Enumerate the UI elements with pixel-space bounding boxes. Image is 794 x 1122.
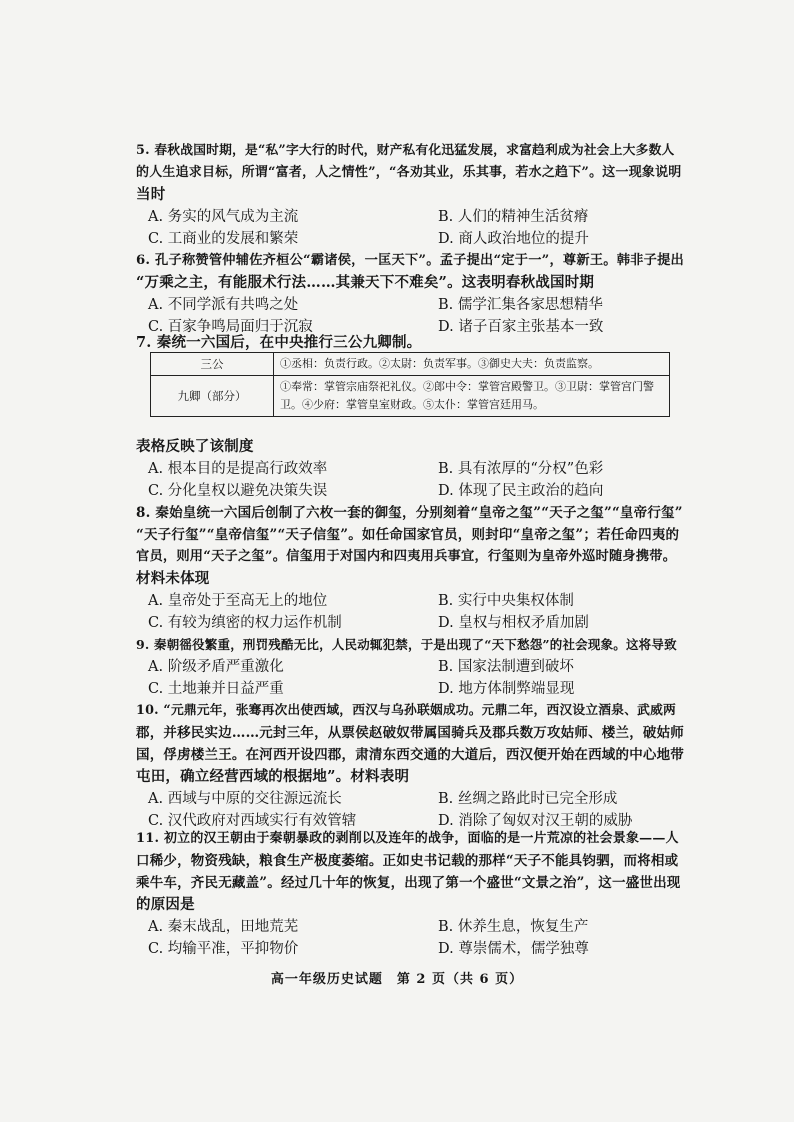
table-row xyxy=(151,353,670,376)
option-d[interactable]: D. 尊崇儒术，儒学独尊 xyxy=(438,941,589,957)
option-a[interactable]: A. 皇帝处于至高无上的地位 xyxy=(148,593,328,609)
question-10-line-1: 10. “元鼎元年，张骞再次出使西域，西汉与乌孙联姻成功。元鼎二年，西汉设立酒泉、武威两 xyxy=(136,703,677,718)
question-5-options xyxy=(136,206,684,250)
option-b[interactable]: B. 休养生息，恢复生产 xyxy=(438,919,589,935)
option-b[interactable]: B. 具有浓厚的“分权”色彩 xyxy=(438,461,604,477)
question-11-line-1: 11. 初立的汉王朝由于秦朝暴政的剥削以及连年的战争，面临的是一片荒凉的社会景象——人 xyxy=(136,831,679,846)
option-c[interactable]: C. 百家争鸣局面归于沉寂 xyxy=(148,319,313,335)
option-b[interactable]: B. 实行中央集权体制 xyxy=(438,593,574,609)
question-10-options xyxy=(136,788,684,832)
question-8-line-3: 官员，则用“天子之玺”。信玺用于对国内和四夷用兵事宜，行玺则为皇帝外巡时随身携带。 xyxy=(136,549,677,564)
question-11-line-3: 乘牛车，齐民无藏盖”。经过几十年的恢复，出现了第一个盛世“文景之治”，这一盛世出现 xyxy=(136,875,681,891)
option-c[interactable]: C. 有较为缜密的权力运作机制 xyxy=(148,615,342,631)
question-8 xyxy=(136,502,684,634)
question-10-line-4: 屯田，确立经营西域的根据地”。材料表明 xyxy=(136,768,410,785)
question-7-stem-block xyxy=(136,436,684,502)
nine-ministers-duties-line-1: ①奉常：掌管宗庙祭祀礼仪。②郎中令：掌管宫殿警卫。③卫尉：掌管宫门警 xyxy=(280,380,654,393)
question-5 xyxy=(136,140,684,250)
question-9 xyxy=(136,634,684,700)
question-9-line-1: 9. 秦朝徭役繁重，刑罚残酷无比，人民动辄犯禁，于是出现了“天下愁怨”的社会现象。这将导致 xyxy=(136,637,677,652)
question-7-stem: 表格反映了该制度 xyxy=(136,438,254,455)
table-cell-nine-ministers-duties xyxy=(274,376,670,417)
question-6-line-1: 6. 孔子称赞管仲辅佐齐桓公“霸诸侯，一匡天下”。孟子提出“定于一”，尊新王。韩非子提出 xyxy=(136,253,684,268)
option-c[interactable]: C. 汉代政府对西域实行有效管辖 xyxy=(148,813,357,829)
question-9-options xyxy=(136,656,684,700)
option-d[interactable]: D. 商人政治地位的提升 xyxy=(438,231,589,247)
option-a[interactable]: A. 不同学派有共鸣之处 xyxy=(148,297,299,313)
question-8-line-4: 材料未体现 xyxy=(136,570,210,587)
option-b[interactable]: B. 国家法制遭到破坏 xyxy=(438,659,574,675)
option-b[interactable]: B. 丝绸之路此时已完全形成 xyxy=(438,791,618,807)
question-5-line-3: 当时 xyxy=(136,186,166,203)
table-row xyxy=(151,376,670,417)
question-8-line-2: “天子行玺”“皇帝信玺”“天子信玺”。如任命国家官员，则封印“皇帝之玺”；若任命四夷的 xyxy=(136,527,680,543)
question-7-line-1: 7. 秦统一六国后，在中央推行三公九卿制。 xyxy=(136,334,422,351)
question-11-line-4: 的原因是 xyxy=(136,896,195,913)
question-8-options xyxy=(136,590,684,634)
question-10-line-3: 国，俘虏楼兰王。在河西开设四郡，肃清东西交通的大道后，西汉便开始在西域的中心地带 xyxy=(136,747,684,763)
question-8-line-1: 8. 秦始皇统一六国后创制了六枚一套的御玺，分别刻着“皇帝之玺”“天子之玺”“皇帝行玺” xyxy=(136,505,683,521)
option-a[interactable]: A. 务实的风气成为主流 xyxy=(148,209,299,225)
option-a[interactable]: A. 西域与中原的交往源远流长 xyxy=(148,791,342,807)
option-c[interactable]: C. 均输平准，平抑物价 xyxy=(148,941,299,957)
three-lords-nine-ministers-table xyxy=(150,352,670,417)
table-cell-three-lords-duties: ①丞相：负责行政。②太尉：负责军事。③御史大夫：负责监察。 xyxy=(274,353,670,376)
option-a[interactable]: A. 阶级矛盾严重激化 xyxy=(148,659,284,675)
option-d[interactable]: D. 皇权与相权矛盾加剧 xyxy=(438,615,589,631)
option-d[interactable]: D. 体现了民主政治的趋向 xyxy=(438,483,604,499)
question-7 xyxy=(136,332,684,354)
table-cell-nine-ministers: 九卿（部分） xyxy=(151,376,274,417)
question-11-options xyxy=(136,916,684,960)
option-b[interactable]: B. 儒学汇集各家思想精华 xyxy=(438,297,603,313)
option-a[interactable]: A. 秦末战乱，田地荒芜 xyxy=(148,919,299,935)
question-10 xyxy=(136,700,684,832)
option-a[interactable]: A. 根本目的是提高行政效率 xyxy=(148,461,328,477)
question-7-options xyxy=(136,458,684,502)
option-d[interactable]: D. 诸子百家主张基本一致 xyxy=(438,319,604,335)
question-6-line-2: “万乘之主，有能服术行法……其兼天下不难矣”。这表明春秋战国时期 xyxy=(136,274,595,291)
option-c[interactable]: C. 工商业的发展和繁荣 xyxy=(148,231,299,247)
question-5-line-2: 的人生追求目标，所谓“富者，人之情性”，“各劝其业，乐其事，若水之趋下”。这一现象说明 xyxy=(136,165,682,180)
nine-ministers-duties-line-2: 卫。④少府：掌管皇室财政。⑤太仆：掌管宫廷用马。 xyxy=(280,398,544,411)
question-5-line-1: 5. 春秋战国时期，是“私”字大行的时代，财产私有化迅猛发展，求富趋利成为社会上大多数人 xyxy=(136,143,675,158)
option-c[interactable]: C. 分化皇权以避免决策失误 xyxy=(148,483,328,499)
question-6 xyxy=(136,250,684,338)
option-d[interactable]: D. 地方体制弊端显现 xyxy=(438,681,575,697)
page-footer: 高一年级历史试题 第 2 页（共 6 页） xyxy=(270,972,524,987)
question-11 xyxy=(136,828,684,960)
table-cell-three-lords: 三公 xyxy=(151,353,274,376)
option-b[interactable]: B. 人们的精神生活贫瘠 xyxy=(438,209,589,225)
question-11-line-2: 口稀少，物资残缺，粮食生产极度萎缩。正如史书记载的那样“天子不能具钧驷，而将相或 xyxy=(136,853,679,869)
option-d[interactable]: D. 消除了匈奴对汉王朝的威胁 xyxy=(438,813,633,829)
option-c[interactable]: C. 土地兼并日益严重 xyxy=(148,681,284,697)
question-10-line-2: 郡，并移民实边……元封三年，从票侯赵破奴带属国骑兵及郡兵数万攻姑师、楼兰，破姑师 xyxy=(136,725,684,741)
